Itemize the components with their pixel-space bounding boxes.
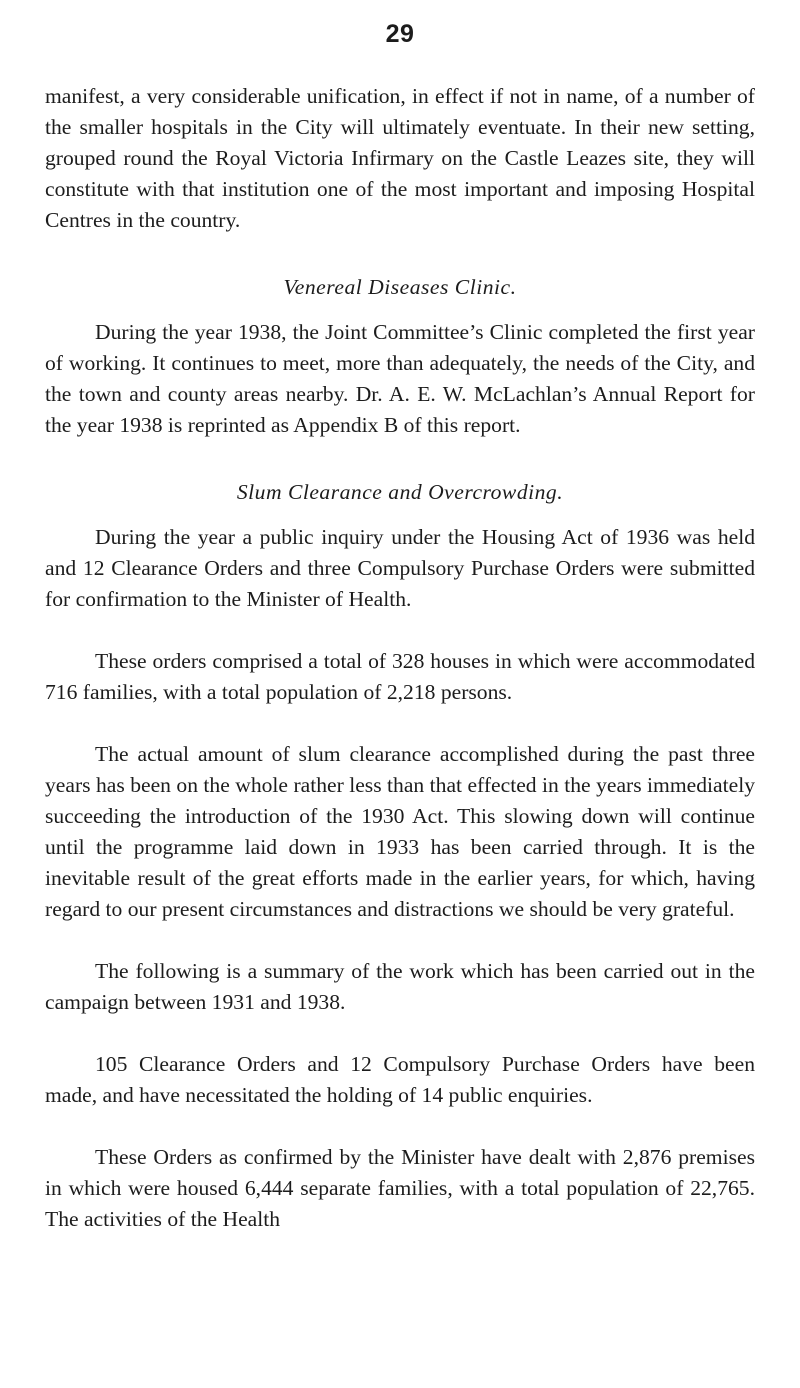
opening-paragraph: manifest, a very considerable unification, in effect if not in name, of a number of the smaller hospitals in the City will ultimately eventuate. In their new setting, grouped round the Royal Victoria Infirmary on the Castle Leazes site, they will constitute with that institution one of the most important and imposing Hospital Centres in the country. bbox=[45, 84, 755, 232]
page-number: 29 bbox=[385, 20, 415, 48]
paragraph: During the year 1938, the Joint Committee’s Clinic completed the first year of working. It continues to meet, more than adequately, the needs of the City, and the town and county areas nearby. Dr. A. E. W. McLachlan’s Annual Report for the year 1938 is reprinted as Appendix B of this report. bbox=[45, 320, 755, 437]
paragraph: 105 Clearance Orders and 12 Compulsory Purchase Orders have been made, and have necessitated the holding of 14 public enquiries. bbox=[45, 1052, 755, 1107]
section-heading-slum-clearance: Slum Clearance and Overcrowding. bbox=[236, 480, 564, 504]
document-body bbox=[45, 81, 755, 1235]
section-heading-venereal-diseases-clinic: Venereal Diseases Clinic. bbox=[283, 275, 517, 299]
paragraph: These orders comprised a total of 328 houses in which were accommodated 716 families, with a total population of 2,218 persons. bbox=[45, 649, 755, 704]
paragraph: The actual amount of slum clearance accomplished during the past three years has been on the whole rather less than that effected in the years immediately succeeding the introduction of the 1930 Act. This slowing down will continue until the programme laid down in 1933 has been carried through. It is the inevitable result of the great efforts made in the earlier years, for which, having regard to our present circumstances and distractions we should be very grateful. bbox=[45, 742, 755, 921]
paragraph: During the year a public inquiry under the Housing Act of 1936 was held and 12 Clearance Orders and three Compulsory Purchase Orders were submitted for confirmation to the Minister of Health. bbox=[45, 525, 755, 611]
paragraph: These Orders as confirmed by the Minister have dealt with 2,876 premises in which were housed 6,444 separate families, with a total population of 22,765. The activities of the Health bbox=[45, 1145, 755, 1231]
paragraph: The following is a summary of the work which has been carried out in the campaign between 1931 and 1938. bbox=[45, 959, 755, 1014]
